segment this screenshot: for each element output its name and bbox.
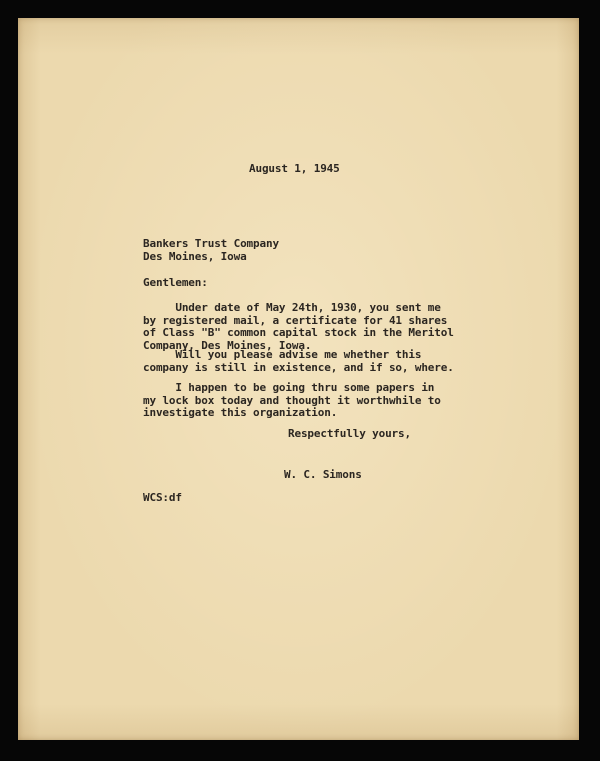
recipient-city: Des Moines, Iowa xyxy=(143,250,247,263)
body-paragraph: Will you please advise me whether this company is still in existence, and if so, where. xyxy=(143,348,454,374)
letter-date: August 1, 1945 xyxy=(249,162,340,175)
signer-name: W. C. Simons xyxy=(284,468,362,481)
letter-page xyxy=(18,18,579,740)
recipient-name: Bankers Trust Company xyxy=(143,237,279,250)
closing: Respectfully yours, xyxy=(288,427,411,440)
body-paragraph: Under date of May 24th, 1930, you sent me by registered mail, a certificate for 41 shares of Class "B" common capital stock in the Meritol Company, Des Moines, Iowa. xyxy=(143,301,454,352)
reference-initials: WCS:df xyxy=(143,491,182,504)
body-paragraph: I happen to be going thru some papers in my lock box today and thought it worthwhile to investigate this organization. xyxy=(143,381,441,419)
salutation: Gentlemen: xyxy=(143,276,208,289)
